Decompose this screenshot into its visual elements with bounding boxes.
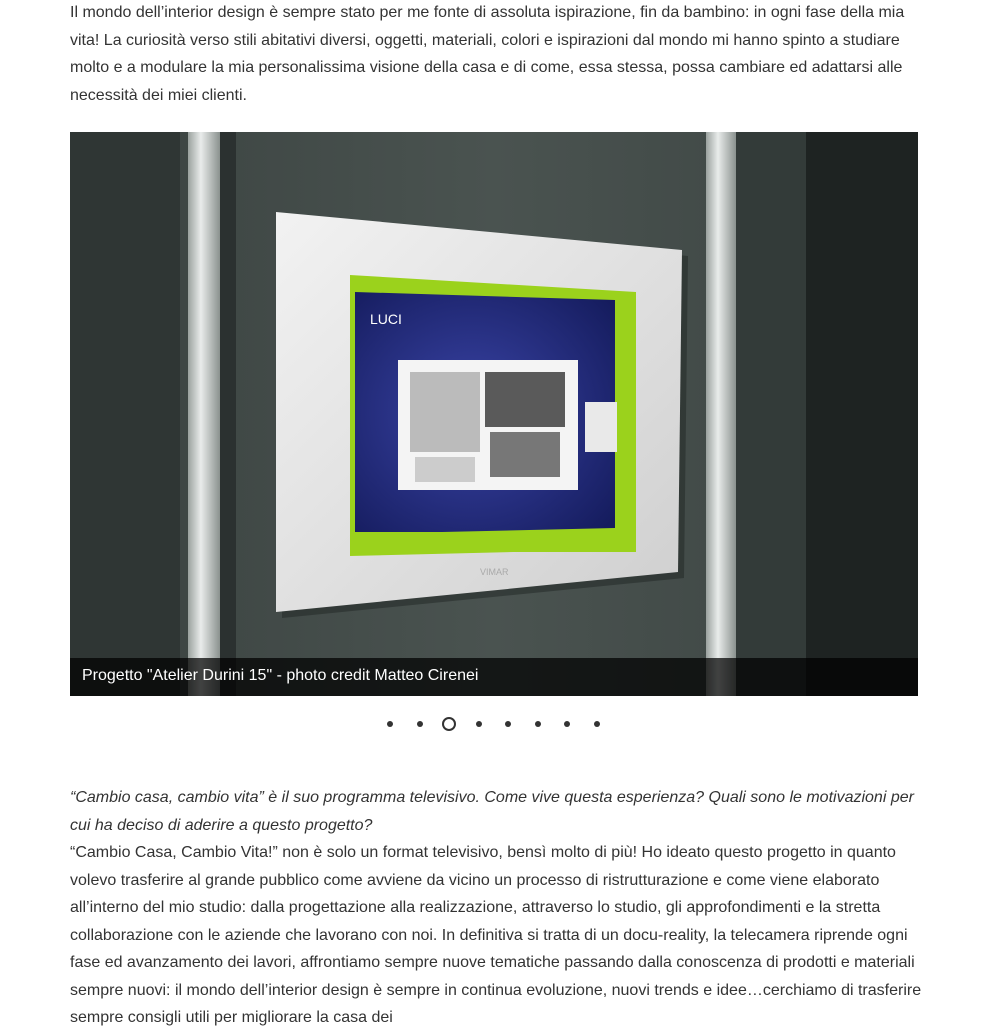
caption-text: Progetto "Atelier Durini 15" - photo credit Matteo Cirenei: [82, 667, 479, 684]
slide-photo: [70, 132, 918, 696]
slider-dot-5[interactable]: [505, 721, 511, 727]
slider-dot-8[interactable]: [594, 721, 600, 727]
panel-brand: VIMAR: [480, 567, 509, 577]
slider-dot-1[interactable]: [387, 721, 393, 727]
screen-title: LUCI: [370, 311, 402, 327]
slider-pagination: [382, 716, 612, 732]
slider-dot-6[interactable]: [535, 721, 541, 727]
slider-dot-7[interactable]: [564, 721, 570, 727]
interview-question: “Cambio casa, cambio vita” è il suo programma televisivo. Come vive questa esperienza? Quali sono le motivazioni per cui ha deciso di aderire a questo progetto?: [70, 789, 914, 834]
slider-dot-3[interactable]: [442, 717, 456, 731]
interview-answer: “Cambio Casa, Cambio Vita!” non è solo un format televisivo, bensì molto di più! Ho ideato questo progetto in quanto volevo trasferire al grande pubblico come avviene da vicino un processo di ristrutturazione e come viene elaborato all’interno del mio studio: dalla progettazione alla realizzazione, attraverso lo studio, gli approfondimenti e la stretta collaborazione con le aziende che lavorano con noi. In definitiva si tratta di un docu-reality, la telecamera riprende ogni fase ed avanzamento dei lavori, affrontiamo sempre nuove tematiche passando dalla conoscenza di prodotti e materiali sempre nuovi: il mondo dell’interior design è sempre in continua evoluzione, nuovi trends e idee…cerchiamo di trasferire sempre consigli utili per migliorare la casa dei: [70, 844, 922, 1026]
intro-paragraph: Il mondo dell’interior design è sempre stato per me fonte di assoluta ispirazione, fin da bambino: in ogni fase della mia vita! La curiosità verso stili abitativi diversi, oggetti, materiali, colori e ispirazioni dal mondo mi hanno spinto a studiare molto e a modulare la mia personalissima visione della casa e di come, essa stessa, possa cambiare ed adattarsi alle necessità dei miei clienti.: [70, 4, 905, 104]
image-slider[interactable]: [70, 132, 918, 696]
slider-dot-4[interactable]: [476, 721, 482, 727]
slide-caption: [70, 658, 918, 696]
slider-dot-2[interactable]: [417, 721, 423, 727]
